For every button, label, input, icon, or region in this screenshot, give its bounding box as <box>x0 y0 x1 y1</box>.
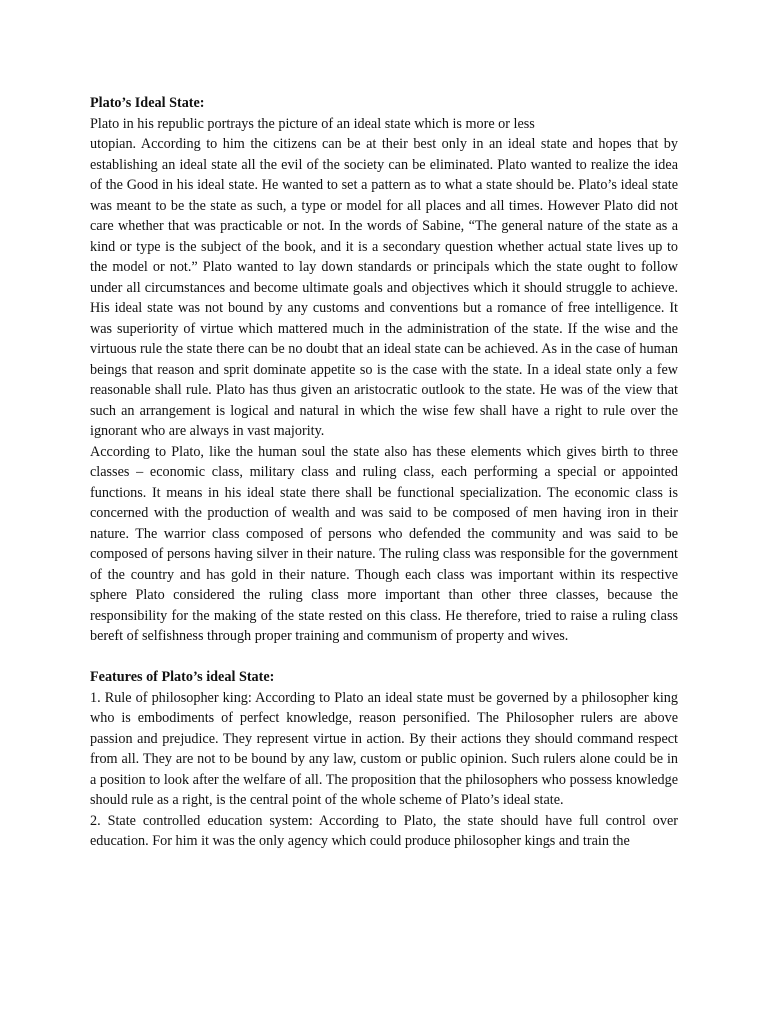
section-heading-features: Features of Plato’s ideal State: <box>90 669 275 685</box>
blank-line <box>90 647 678 668</box>
document-page <box>90 93 678 852</box>
feature-philosopher-king: 1. Rule of philosopher king: According to Plato an ideal state must be governed by a philosopher king who is embodiments of perfect knowledge, reason personified. The Philosopher rulers are above passion and prejudice. They represent virtue in action. By their actions they should command respect from all. They are not to be bound by any law, custom or public opinion. Such rulers alone could be in a position to look after the welfare of all. The proposition that the philosophers who possess knowledge should rule as a right, is the central point of the whole scheme of Plato’s ideal state. <box>90 689 678 808</box>
feature-education-system: 2. State controlled education system: According to Plato, the state should have full control over education. For him it was the only agency which could produce philosopher kings and train the <box>90 812 678 849</box>
paragraph-ideal-state-overview: utopian. According to him the citizens can be at their best only in an ideal state and hopes that by establishing an ideal state all the evil of the society can be eliminated. Plato wanted to realize the idea of the Good in his ideal state. He wanted to set a pattern as to what a state should be. Plato’s ideal state was meant to be the state as such, a type or model for all places and all times. However Plato did not care whether that was practicable or not. In the words of Sabine, “The general nature of the state as a kind or type is the subject of the book, and it is a secondary question whether actual state lives up to the model or not.” Plato wanted to lay down standards or principals which the state ought to follow under all circumstances and become ultimate goals and objectives which it should struggle to achieve. His ideal state was not bound by any customs and conventions but a romance of free intelligence. It was superiority of virtue which mattered much in the administration of the state. If the wise and the virtuous rule the state there can be no doubt that an ideal state can be achieved. As in the case of human beings that reason and sprit dominate appetite so is the case with the state. In a ideal state only a few reasonable shall rule. Plato has thus given an aristocratic outlook to the state. He was of the view that such an arrangement is logical and natural in which the wise few shall have a right to rule over the ignorant who are always in vast majority. <box>90 136 678 439</box>
section-heading-ideal-state: Plato’s Ideal State: <box>90 95 205 111</box>
intro-line: Plato in his republic portrays the picture of an ideal state which is more or less <box>90 115 535 132</box>
paragraph-three-classes: According to Plato, like the human soul the state also has these elements which gives birth to three classes – economic class, military class and ruling class, each performing a special or appointed functions. It means in his ideal state there shall be functional specialization. The economic class is concerned with the production of wealth and was said to be composed of men having iron in their nature. The warrior class composed of persons who defended the community and was said to be composed of persons having silver in their nature. The ruling class was responsible for the government of the country and has gold in their nature. Though each class was important within its respective sphere Plato considered the ruling class more important than other three classes, because the responsibility for the making of the state rested on this class. He therefore, tried to raise a ruling class bereft of selfishness through proper training and communism of property and wives. <box>90 443 678 644</box>
